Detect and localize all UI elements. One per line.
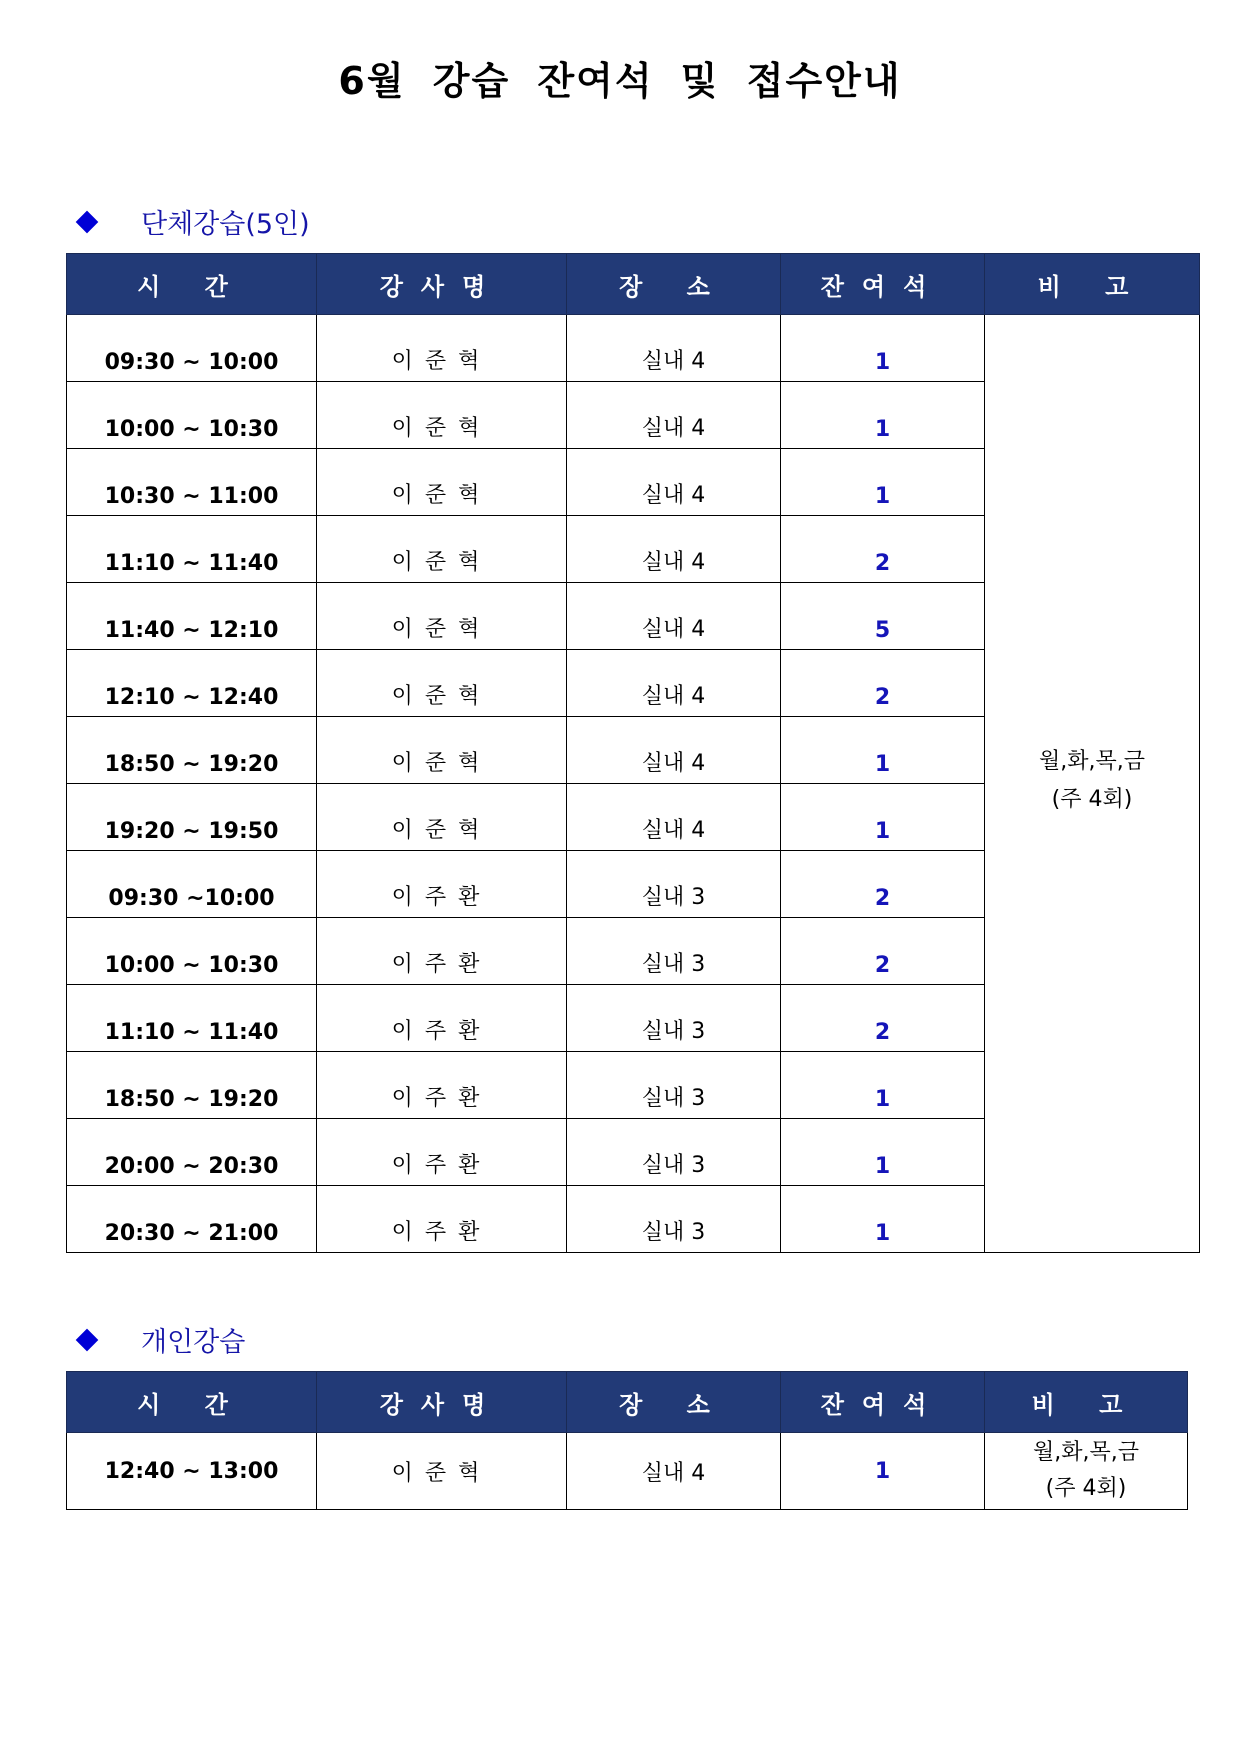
header-remark: 비 고 [985,1372,1188,1433]
header-time: 시 간 [67,254,317,315]
time-cell: 12:40 ~ 13:00 [67,1433,317,1510]
seats-cell: 1 [781,784,985,851]
instructor-cell: 이주환 [317,1052,567,1119]
instructor-cell: 이준혁 [317,315,567,382]
time-cell: 11:10 ~ 11:40 [67,985,317,1052]
seats-cell: 1 [781,1186,985,1253]
instructor-cell: 이준혁 [317,449,567,516]
header-time: 시 간 [67,1372,317,1433]
time-cell: 09:30 ~ 10:00 [67,315,317,382]
time-cell: 20:30 ~ 21:00 [67,1186,317,1253]
instructor-cell: 이준혁 [317,784,567,851]
instructor-cell: 이주환 [317,985,567,1052]
remark-frequency: (주 4회) [1045,1476,1127,1501]
time-cell: 11:40 ~ 12:10 [67,583,317,650]
place-cell: 실내 4 [567,1433,781,1510]
table-header-row [67,1372,1188,1433]
time-cell: 19:20 ~ 19:50 [67,784,317,851]
instructor-cell: 이주환 [317,1119,567,1186]
seats-cell: 1 [781,1052,985,1119]
seats-cell: 1 [781,315,985,382]
individual-schedule-table [66,1371,1188,1510]
header-seats: 잔여석 [781,1372,985,1433]
instructor-cell: 이주환 [317,918,567,985]
seats-cell: 2 [781,918,985,985]
instructor-cell: 이주환 [317,851,567,918]
instructor-cell: 이준혁 [317,583,567,650]
instructor-cell: 이준혁 [317,650,567,717]
header-place: 장 소 [567,254,781,315]
remark-cell [985,315,1200,1253]
place-cell: 실내 3 [567,1186,781,1253]
header-remark: 비 고 [985,254,1200,315]
time-cell: 09:30 ~10:00 [67,851,317,918]
instructor-cell: 이준혁 [317,717,567,784]
remark-days: 월,화,목,금 [1039,748,1145,774]
remark-frequency: (주 4회) [1051,786,1133,812]
table-row [67,1433,1188,1510]
instructor-cell: 이준혁 [317,382,567,449]
place-cell: 실내 4 [567,784,781,851]
individual-heading-label: 개인강습 [141,1327,246,1358]
group-heading-label: 단체강습(5인) [141,209,310,240]
place-cell: 실내 3 [567,851,781,918]
seats-cell: 2 [781,516,985,583]
place-cell: 실내 3 [567,1052,781,1119]
seats-cell: 2 [781,985,985,1052]
seats-cell: 1 [781,1119,985,1186]
header-place: 장 소 [567,1372,781,1433]
place-cell: 실내 3 [567,1119,781,1186]
seats-cell: 2 [781,650,985,717]
seats-cell: 1 [781,382,985,449]
place-cell: 실내 4 [567,717,781,784]
time-cell: 18:50 ~ 19:20 [67,1052,317,1119]
group-section-heading [73,202,310,241]
individual-section-heading [73,1320,245,1359]
seats-cell: 5 [781,583,985,650]
place-cell: 실내 4 [567,516,781,583]
diamond-bullet-icon [76,210,99,233]
time-cell: 10:00 ~ 10:30 [67,382,317,449]
place-cell: 실내 4 [567,583,781,650]
remark-days: 월,화,목,금 [1033,1440,1139,1465]
header-seats: 잔여석 [781,254,985,315]
time-cell: 10:00 ~ 10:30 [67,918,317,985]
place-cell: 실내 4 [567,449,781,516]
seats-cell: 1 [781,449,985,516]
group-schedule-table [66,253,1200,1253]
diamond-bullet-icon [76,1328,99,1351]
place-cell: 실내 4 [567,382,781,449]
place-cell: 실내 3 [567,918,781,985]
time-cell: 12:10 ~ 12:40 [67,650,317,717]
seats-cell: 1 [781,717,985,784]
remark-cell [985,1433,1188,1510]
header-instructor: 강사명 [317,254,567,315]
time-cell: 10:30 ~ 11:00 [67,449,317,516]
time-cell: 20:00 ~ 20:30 [67,1119,317,1186]
place-cell: 실내 4 [567,650,781,717]
place-cell: 실내 4 [567,315,781,382]
table-row [67,315,1200,382]
header-instructor: 강사명 [317,1372,567,1433]
instructor-cell: 이준혁 [317,1433,567,1510]
seats-cell: 1 [781,1433,985,1510]
table-header-row [67,254,1200,315]
time-cell: 11:10 ~ 11:40 [67,516,317,583]
instructor-cell: 이준혁 [317,516,567,583]
place-cell: 실내 3 [567,985,781,1052]
instructor-cell: 이주환 [317,1186,567,1253]
time-cell: 18:50 ~ 19:20 [67,717,317,784]
seats-cell: 2 [781,851,985,918]
page-title: 6월 강습 잔여석 및 접수안내 [338,59,902,103]
